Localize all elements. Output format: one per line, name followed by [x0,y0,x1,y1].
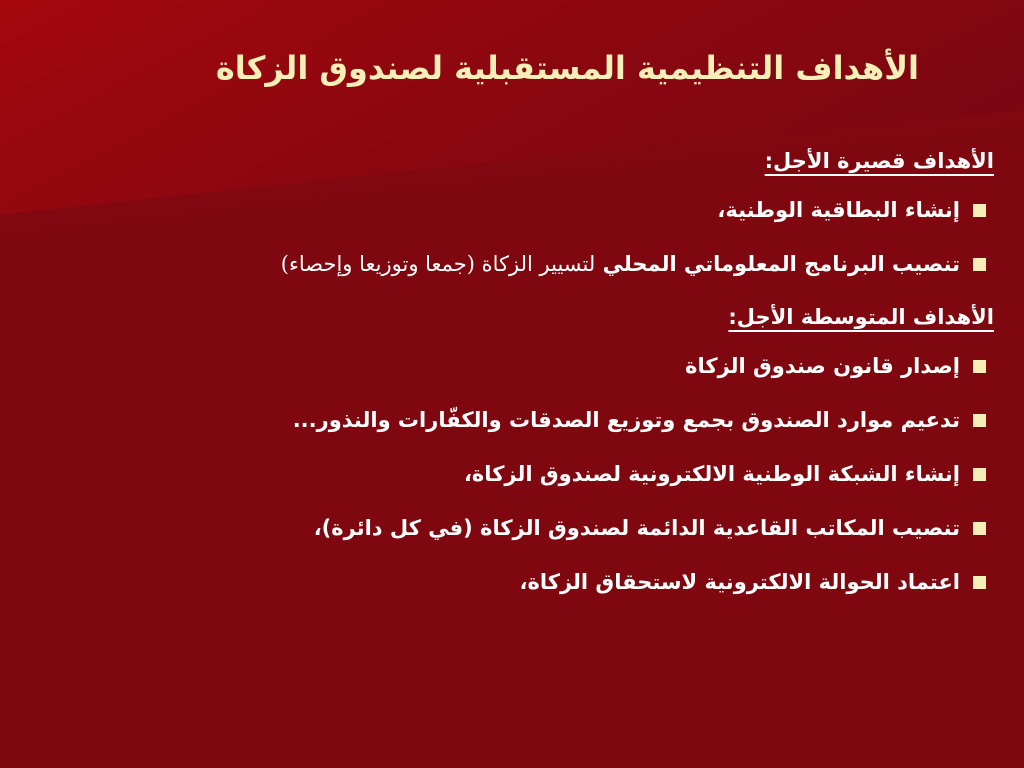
list-item-text: تنصيب البرنامج المعلوماتي المحلي [595,252,960,276]
list-item [40,242,994,286]
slide-title: الأهداف التنظيمية المستقبلية لصندوق الزكاة [215,49,919,87]
square-bullet-icon [973,468,986,481]
list-item-text: اعتماد الحوالة الالكترونية لاستحقاق الزكاة، [519,570,960,594]
list-item-text: إنشاء الشبكة الوطنية الالكترونية لصندوق الزكاة، [463,462,960,486]
list-item [40,344,994,388]
list-item-text: إنشاء البطاقية الوطنية، [717,198,960,222]
section-heading-short-term: الأهداف قصيرة الأجل: [764,149,994,173]
list-item-text-rest: لتسيير الزكاة (جمعا وتوزيعا وإحصاء) [280,252,596,276]
square-bullet-icon [973,414,986,427]
list-item [40,452,994,496]
list-item-text: تدعيم موارد الصندوق بجمع وتوزيع الصدقات والكفّارات والنذور... [292,408,960,432]
list-item [40,188,994,232]
list-item [40,398,994,442]
square-bullet-icon [973,204,986,217]
square-bullet-icon [973,522,986,535]
list-item-text: إصدار قانون صندوق الزكاة [685,354,960,378]
list-item-text: تنصيب المكاتب القاعدية الدائمة لصندوق الزكاة (في كل دائرة)، [313,516,960,540]
square-bullet-icon [973,576,986,589]
list-item [40,506,994,550]
square-bullet-icon [973,360,986,373]
list-item [40,560,994,604]
section-heading-medium-term: الأهداف المتوسطة الأجل: [728,305,994,329]
slide-content [40,140,994,614]
square-bullet-icon [973,258,986,271]
